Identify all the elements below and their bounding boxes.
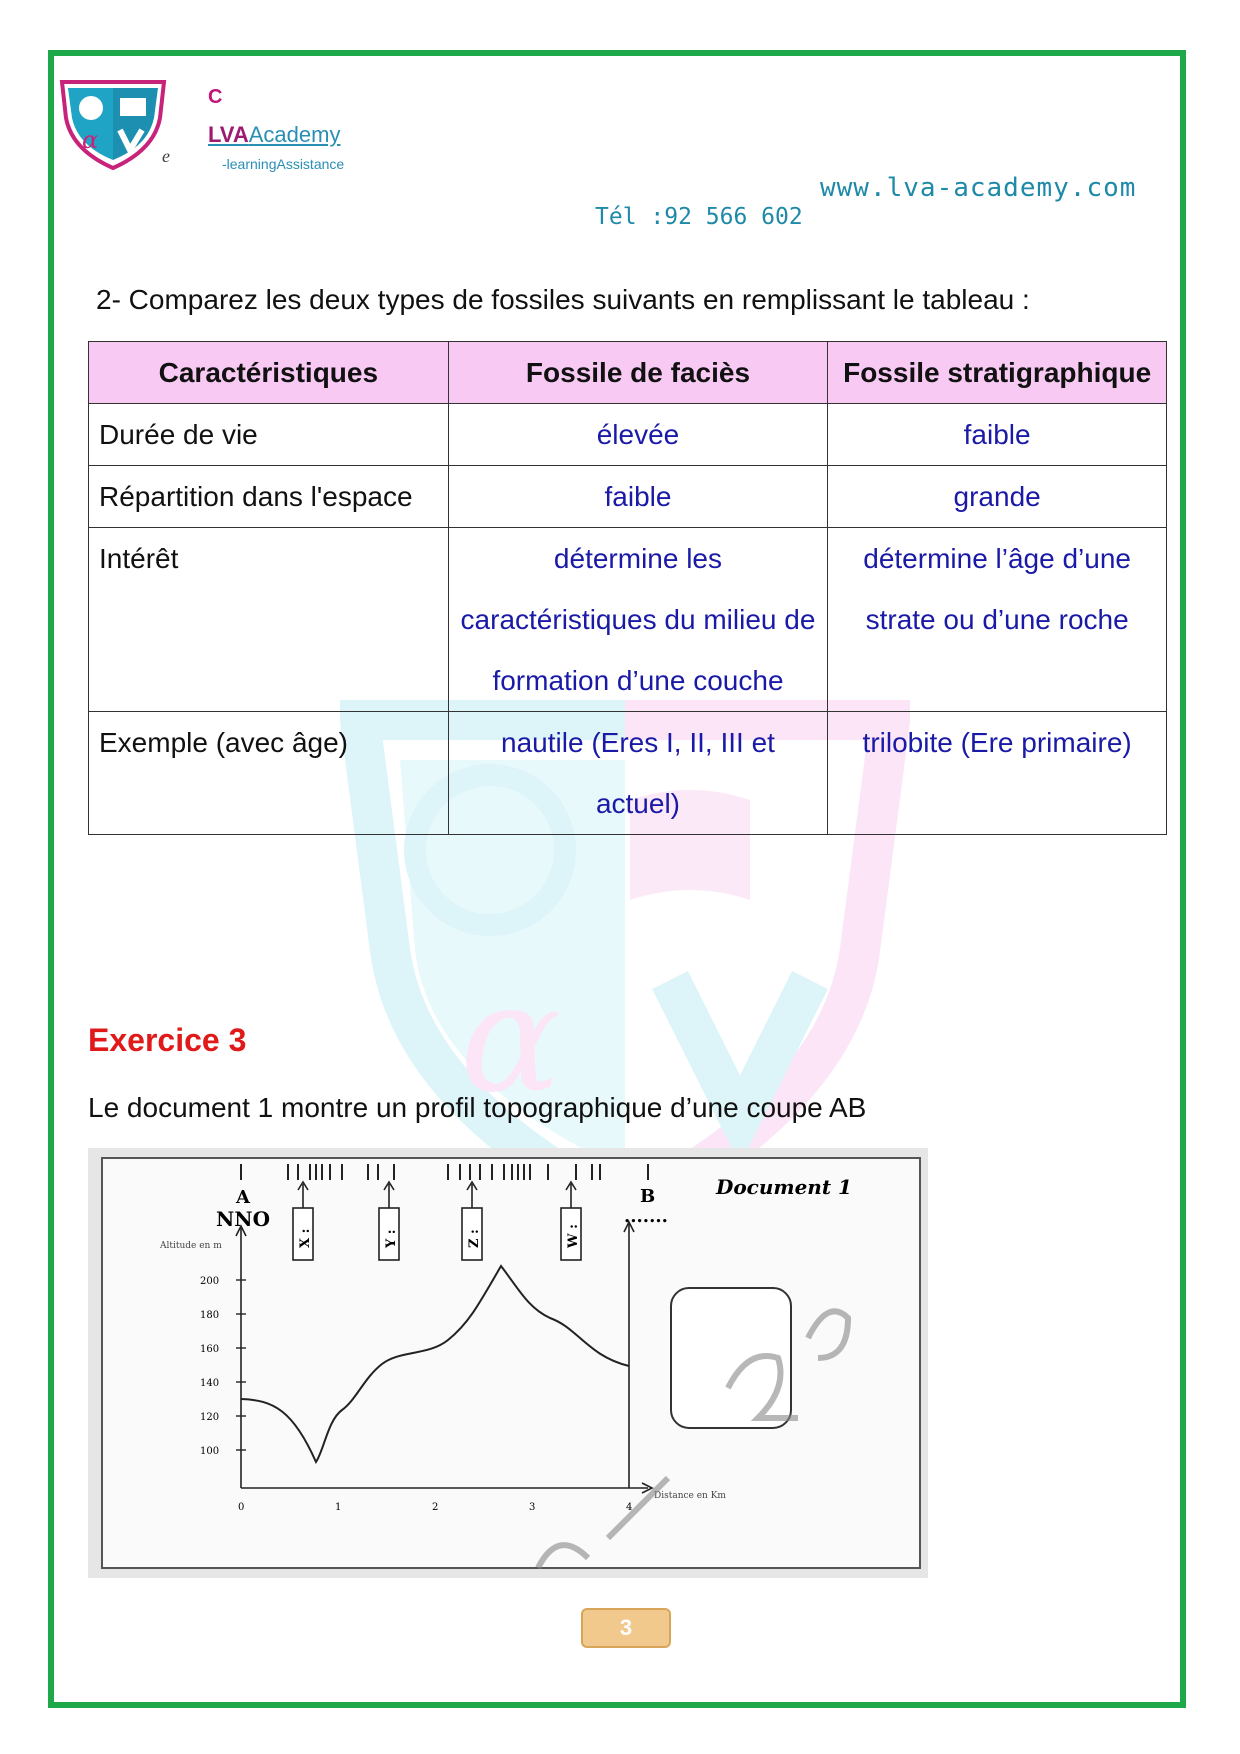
x-tick-label: 1 [335,1502,342,1513]
table-row [89,404,1167,466]
box-label-x: X : [298,1228,313,1248]
y-tick-label: 120 [200,1412,220,1423]
y-tick-label: 140 [200,1378,220,1389]
label-b: B [640,1186,656,1207]
row-label: Exemple (avec âge) [89,712,449,835]
page-number: 3 [581,1608,671,1648]
table-header: Fossile stratigraphique [828,342,1167,404]
strat-cell: trilobite (Ere primaire) [828,712,1167,835]
brand-letter: C [208,86,223,108]
exercise-title: Exercice 3 [88,1022,247,1058]
table-row [89,466,1167,528]
label-a: A [236,1187,250,1208]
table-row [89,712,1167,835]
svg-text:α: α [82,126,99,154]
row-label: Répartition dans l'espace [89,466,449,528]
row-label: Durée de vie [89,404,449,466]
table-header: Fossile de faciès [448,342,828,404]
website-link[interactable]: www.lva-academy.com [820,173,1137,203]
x-tick-label: 2 [432,1502,439,1513]
box-label-y: Y : [384,1229,399,1248]
strat-cell: faible [828,404,1167,466]
brand-academy: Academy [248,122,341,147]
table-header: Caractéristiques [89,342,449,404]
y-axis-label: Altitude en m [160,1241,222,1251]
exercise-intro: Le document 1 montre un profil topographique d’une coupe AB [88,1092,867,1123]
strat-cell: détermine l’âge d’une strate ou d’une roche [828,528,1167,712]
x-tick-label: 0 [238,1502,245,1513]
row-label: Intérêt [89,528,449,712]
brand-tagline: -learningAssistance [222,156,345,172]
x-tick-label: 3 [529,1502,536,1513]
document-title: Document 1 [716,1175,852,1199]
facies-cell: faible [448,466,828,528]
box-label-w: W : [566,1224,581,1248]
comparison-table [88,341,1167,835]
label-nno: NNO [216,1207,270,1231]
table-header-row [89,342,1167,404]
box-label-z: Z : [467,1229,482,1248]
y-tick-label: 200 [200,1276,220,1287]
question-text: 2- Comparez les deux types de fossiles suivants en remplissant le tableau : [96,284,1030,315]
table-row [89,528,1167,712]
facies-cell: élevée [448,404,828,466]
brand-name [208,122,340,148]
y-tick-label: 160 [200,1344,220,1355]
brand-e: e [162,146,170,166]
facies-cell: détermine les caractéristiques du milieu de formation d’une couche [448,528,828,712]
label-b-blank: ....... [624,1206,668,1227]
x-tick-label: 4 [626,1502,633,1513]
phone-number: Tél :92 566 602 [595,204,803,230]
y-tick-label: 100 [200,1446,220,1457]
lva-academy-logo [58,78,168,170]
strat-cell: grande [828,466,1167,528]
x-axis-label: Distance en Km [654,1491,726,1501]
svg-text:α: α [460,952,562,1126]
facies-cell: nautile (Eres I, II, III et actuel) [448,712,828,835]
y-tick-label: 180 [200,1310,220,1321]
topographic-profile-figure [88,1148,928,1578]
brand-lva: LVA [208,122,249,147]
